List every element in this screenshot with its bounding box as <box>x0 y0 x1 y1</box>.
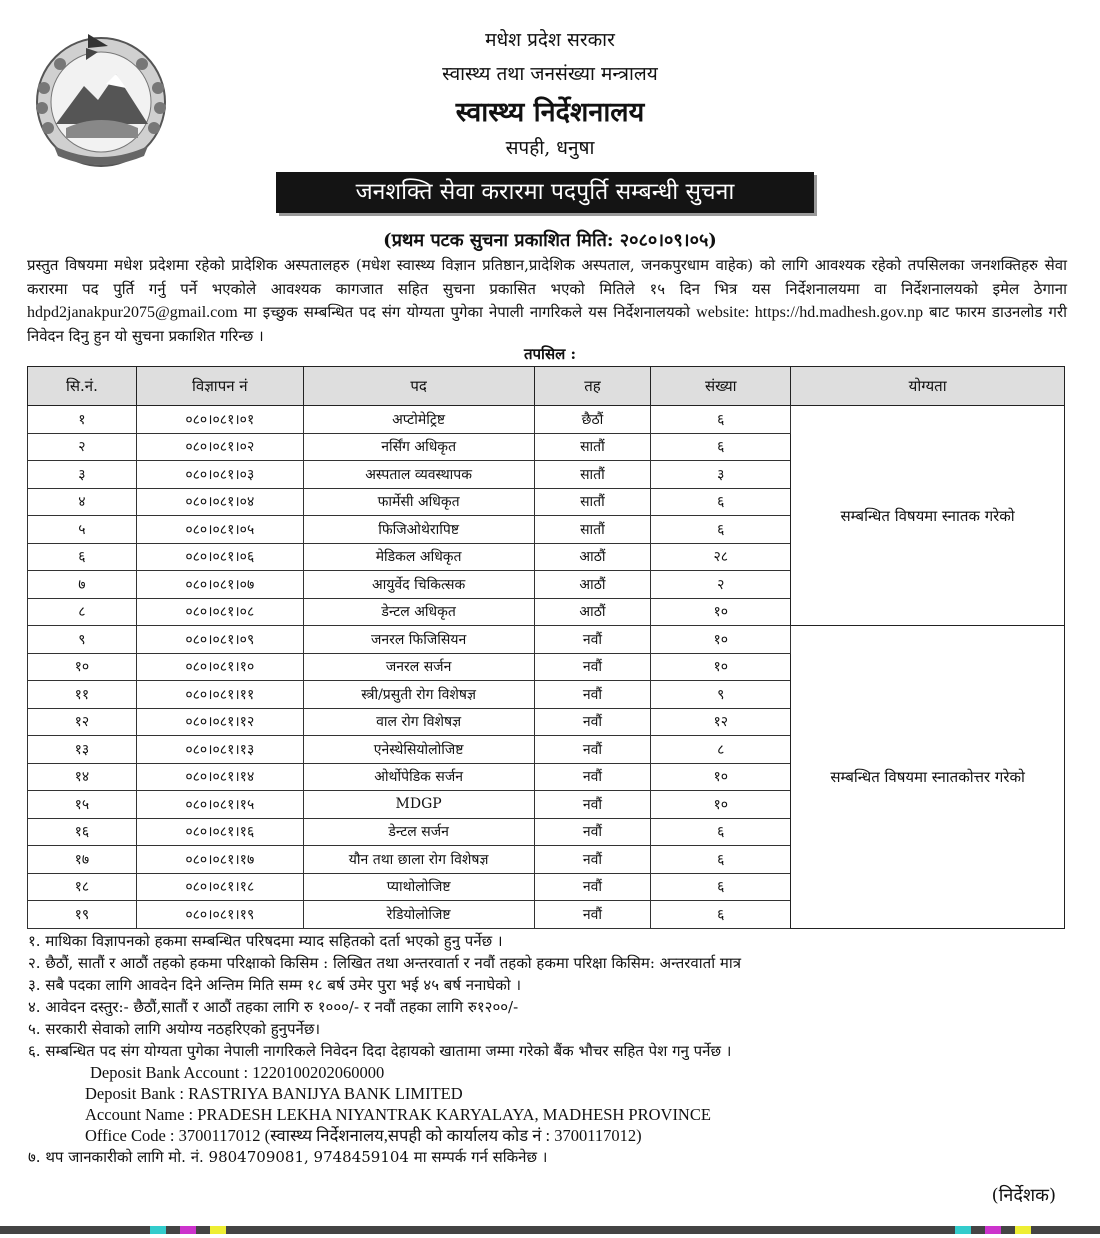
note-1: १. माथिका विज्ञापनको हकमा सम्बन्धित परिषदमा म्याद सहितको दर्ता भएको हुनु पर्नेछ । <box>28 932 503 950</box>
cell-post: फार्मेसी अधिकृत <box>303 488 534 516</box>
cell-level: नवौं <box>534 653 651 681</box>
cell-ad-number: ०८०।०८१।१३ <box>136 736 303 764</box>
cell-count: १० <box>651 598 791 626</box>
cell-ad-number: ०८०।०८१।१६ <box>136 818 303 846</box>
publication-date: (प्रथम पटक सुचना प्रकाशित मिति: २०८०।०९।०५) <box>383 230 717 251</box>
cell-serial: ४ <box>28 488 137 516</box>
cell-count: १० <box>651 763 791 791</box>
cell-serial: ३ <box>28 461 137 489</box>
note-3: ३. सबै पदका लागि आवदेन दिने अन्तिम मिति सम्म १८ बर्ष उमेर पुरा भई ४५ बर्ष ननाघेको । <box>28 976 522 994</box>
col-header-qualification: योग्यता <box>791 367 1065 406</box>
cell-serial: १ <box>28 406 137 434</box>
cell-ad-number: ०८०।०८१।०४ <box>136 488 303 516</box>
cell-serial: ६ <box>28 543 137 571</box>
cell-ad-number: ०८०।०८१।०३ <box>136 461 303 489</box>
note-2: २. छैठौं, सातौं र आठौं तहको हकमा परिक्षाको किसिम : लिखित तथा अन्तरवार्ता र नवौं तहको हकमा परिक्षा किसिम: अन्तरवार्ता मात्र <box>28 954 741 972</box>
cell-count: ३ <box>651 461 791 489</box>
qualification-master: सम्बन्धित विषयमा स्नातकोत्तर गरेको <box>791 626 1065 929</box>
cell-serial: ११ <box>28 681 137 709</box>
cell-count: ६ <box>651 846 791 874</box>
color-swatch <box>180 1226 196 1234</box>
cell-serial: ९ <box>28 626 137 654</box>
color-swatch <box>150 1226 166 1234</box>
govt-name: मधेश प्रदेश सरकार <box>485 29 615 51</box>
cell-ad-number: ०८०।०८१।०१ <box>136 406 303 434</box>
col-header-post: पद <box>303 367 534 406</box>
note-5: ५. सरकारी सेवाको लागि अयोग्य नठहरिएको हुनुपर्नेछ। <box>28 1020 321 1038</box>
cell-count: ६ <box>651 516 791 544</box>
notes-section <box>28 930 1068 1168</box>
color-swatch <box>955 1226 971 1234</box>
cell-post: स्त्री/प्रसुती रोग विशेषज्ञ <box>303 681 534 709</box>
cell-post: एनेस्थेसियोलोजिष्ट <box>303 736 534 764</box>
cell-level: सातौं <box>534 461 651 489</box>
cell-serial: ८ <box>28 598 137 626</box>
cell-post: यौन तथा छाला रोग विशेषज्ञ <box>303 846 534 874</box>
cell-post: मेडिकल अधिकृत <box>303 543 534 571</box>
cell-level: आठौं <box>534 571 651 599</box>
account-name: Account Name : PRADESH LEKHA NIYANTRAK KARYALAYA, MADHESH PROVINCE <box>85 1105 711 1124</box>
cell-level: नवौं <box>534 901 651 929</box>
cell-ad-number: ०८०।०८१।१९ <box>136 901 303 929</box>
cell-ad-number: ०८०।०८१।०९ <box>136 626 303 654</box>
cell-serial: २ <box>28 433 137 461</box>
color-swatch <box>1015 1226 1031 1234</box>
cell-level: नवौं <box>534 681 651 709</box>
cell-ad-number: ०८०।०८१।०५ <box>136 516 303 544</box>
color-swatch <box>210 1226 226 1234</box>
cell-post: डेन्टल अधिकृत <box>303 598 534 626</box>
cell-level: आठौं <box>534 598 651 626</box>
cell-level: नवौं <box>534 626 651 654</box>
cell-post: फिजिओथेरापिष्ट <box>303 516 534 544</box>
intro-text-3: बाट फारम डाउनलोड गरी निवेदन दिनु हुन यो सुचना प्रकाशित गरिन्छ । <box>27 303 1068 345</box>
cell-serial: १७ <box>28 846 137 874</box>
cell-post: प्याथोलोजिष्ट <box>303 873 534 901</box>
intro-text-1: प्रस्तुत विषयमा मधेश प्रदेशमा रहेको प्रादेशिक अस्पतालहरु (मधेश स्वास्थ्य विज्ञान प्रतिष्ठान,प्रादेशिक अस्पताल, जनकपुरधाम वाहेक) को लागि आवश्यक रहेको तपसिलका जनशक्तिहरु सेवा करारमा पद पुर्ति गर्नु पर्ने भएकोले आवश्यक कागजात सहित सुचना प्रकासित भएको मितिले १५ दिन भित्र यस निर्देशनालयमा वा निर्देशनालयको इमेल ठेगाना <box>27 256 1067 298</box>
note-4: ४. आवेदन दस्तुर:- छैठौं,सातौं र आठौं तहका लागि रु १०००/- र नवौं तहका लागि रु१२००/- <box>28 998 519 1016</box>
col-header-level: तह <box>534 367 651 406</box>
cell-ad-number: ०८०।०८१।०८ <box>136 598 303 626</box>
col-header-count: संख्या <box>651 367 791 406</box>
cell-count: ९ <box>651 681 791 709</box>
color-swatch <box>985 1226 1001 1234</box>
table-header-row <box>28 367 1065 406</box>
vacancy-table <box>27 366 1065 929</box>
cell-count: १० <box>651 626 791 654</box>
cell-post: जनरल सर्जन <box>303 653 534 681</box>
cell-ad-number: ०८०।०८१।०७ <box>136 571 303 599</box>
cell-count: ६ <box>651 873 791 901</box>
deposit-bank-name: Deposit Bank : RASTRIYA BANIJYA BANK LIMITED <box>85 1084 463 1103</box>
table-caption: तपसिल : <box>523 345 577 363</box>
cell-serial: १२ <box>28 708 137 736</box>
cell-ad-number: ०८०।०८१।१७ <box>136 846 303 874</box>
signature: (निर्देशक) <box>991 1185 1056 1206</box>
cell-ad-number: ०८०।०८१।१४ <box>136 763 303 791</box>
cell-post: वाल रोग विशेषज्ञ <box>303 708 534 736</box>
cell-serial: १० <box>28 653 137 681</box>
cell-level: नवौं <box>534 846 651 874</box>
cell-count: १२ <box>651 708 791 736</box>
cell-level: नवौं <box>534 873 651 901</box>
cell-post: अप्टोमेट्रिष्ट <box>303 406 534 434</box>
cell-level: सातौं <box>534 488 651 516</box>
cell-count: ६ <box>651 901 791 929</box>
col-header-ad-number: विज्ञापन नं <box>136 367 303 406</box>
cell-serial: ५ <box>28 516 137 544</box>
email-address: hdpd2janakpur2075@gmail.com <box>27 304 238 321</box>
intro-paragraph <box>27 254 1067 348</box>
office-code: Office Code : 3700117012 (स्वास्थ्य निर्देशनालय,सपही को कार्यालय कोड नं : 3700117012) <box>85 1126 642 1145</box>
table-row <box>28 626 1065 654</box>
cell-post: ओर्थोपेडिक सर्जन <box>303 763 534 791</box>
qualification-bachelor: सम्बन्धित विषयमा स्नातक गरेको <box>791 406 1065 626</box>
cell-level: सातौं <box>534 433 651 461</box>
cell-count: ६ <box>651 433 791 461</box>
cell-level: नवौं <box>534 736 651 764</box>
cell-count: ६ <box>651 488 791 516</box>
ministry-name: स्वास्थ्य तथा जनसंख्या मन्त्रालय <box>442 63 658 85</box>
cell-serial: १४ <box>28 763 137 791</box>
cell-ad-number: ०८०।०८१।०६ <box>136 543 303 571</box>
cell-level: नवौं <box>534 818 651 846</box>
cell-count: ६ <box>651 818 791 846</box>
cell-serial: ७ <box>28 571 137 599</box>
cell-level: सातौं <box>534 516 651 544</box>
cell-count: ६ <box>651 406 791 434</box>
office-location: सपही, धनुषा <box>505 137 595 159</box>
cell-ad-number: ०८०।०८१।१५ <box>136 791 303 819</box>
cell-serial: १८ <box>28 873 137 901</box>
notice-title: जनशक्ति सेवा करारमा पदपुर्ति सम्बन्धी सुचना <box>276 172 814 213</box>
cell-count: २८ <box>651 543 791 571</box>
cell-level: छैठौं <box>534 406 651 434</box>
cell-ad-number: ०८०।०८१।१२ <box>136 708 303 736</box>
note-6: ६. सम्बन्धित पद संग योग्यता पुगेका नेपाली नागरिकले निवेदन दिदा देहायको खातामा जम्मा गरेको बैंक भौचर सहित पेश गनु पर्नेछ । <box>28 1042 732 1060</box>
cell-level: आठौं <box>534 543 651 571</box>
cell-post: आयुर्वेद चिकित्सक <box>303 571 534 599</box>
deposit-bank-account: Deposit Bank Account : 1220100202060000 <box>90 1063 385 1082</box>
cell-count: १० <box>651 653 791 681</box>
cell-count: २ <box>651 571 791 599</box>
table-row <box>28 406 1065 434</box>
cell-post: डेन्टल सर्जन <box>303 818 534 846</box>
cell-post: MDGP <box>303 791 534 819</box>
cell-level: नवौं <box>534 708 651 736</box>
cell-ad-number: ०८०।०८१।१८ <box>136 873 303 901</box>
cell-post: जनरल फिजिसियन <box>303 626 534 654</box>
cell-level: नवौं <box>534 791 651 819</box>
cell-post: अस्पताल व्यवस्थापक <box>303 461 534 489</box>
cell-ad-number: ०८०।०८१।१० <box>136 653 303 681</box>
note-7: ७. थप जानकारीको लागि मो. नं. 9804709081, 9748459104 मा सम्पर्क गर्न सकिनेछ । <box>28 1148 548 1166</box>
cell-serial: १९ <box>28 901 137 929</box>
cell-count: १० <box>651 791 791 819</box>
col-header-serial: सि.नं. <box>28 367 137 406</box>
cell-count: ८ <box>651 736 791 764</box>
cell-post: रेडियोलोजिष्ट <box>303 901 534 929</box>
cell-post: नर्सिंग अधिकृत <box>303 433 534 461</box>
cell-level: नवौं <box>534 763 651 791</box>
intro-text-2: मा इच्छुक सम्बन्धित पद संग योग्यता पुगेका नेपाली नागरिकले यस निर्देशनालयको <box>237 303 697 321</box>
cell-serial: १६ <box>28 818 137 846</box>
cell-serial: १५ <box>28 791 137 819</box>
directorate-name: स्वास्थ्य निर्देशनालय <box>455 97 645 128</box>
website-address: website: https://hd.madhesh.gov.np <box>696 304 924 321</box>
cell-serial: १३ <box>28 736 137 764</box>
cell-ad-number: ०८०।०८१।०२ <box>136 433 303 461</box>
cell-ad-number: ०८०।०८१।११ <box>136 681 303 709</box>
